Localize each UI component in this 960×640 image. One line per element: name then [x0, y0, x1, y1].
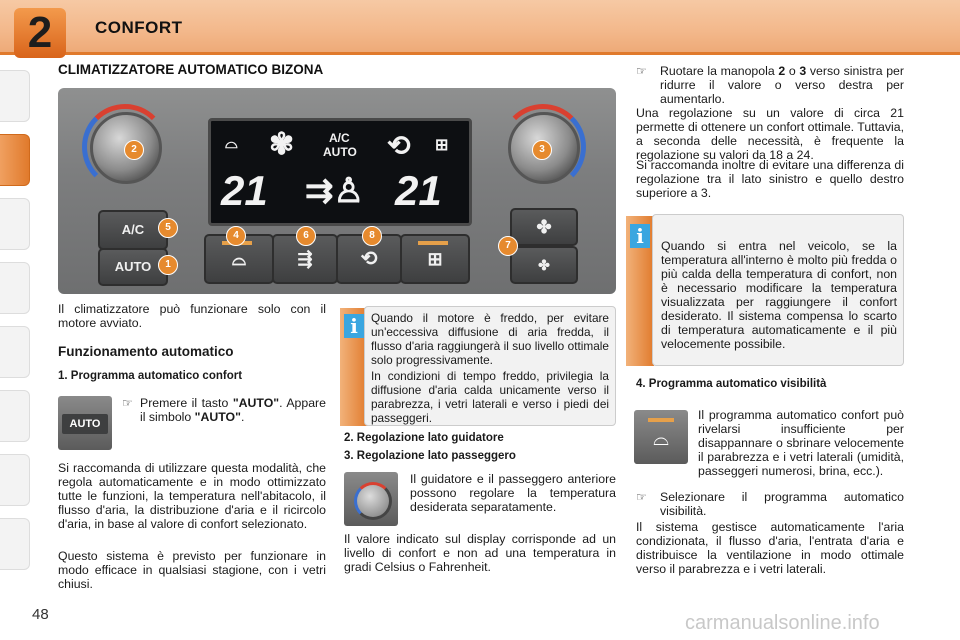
pointing-hand-icon-3: ☞: [636, 490, 647, 504]
auto-thumb-label: AUTO: [62, 414, 108, 434]
system-text: Il sistema gestisce automaticamente l'aria condizionata, il flusso d'aria, l'entrata d'aria e distribuisce la ventilazione in modo ottimale verso il parabrezza e i vetri laterali.: [636, 520, 904, 576]
fan-decrease-button[interactable]: [510, 246, 578, 284]
knob-instruction-text-1: Ruotare la manopola: [660, 64, 779, 78]
knob-instruction-text-2: o: [785, 64, 800, 78]
display-ac: A/C: [329, 131, 350, 145]
climate-display: [208, 118, 472, 226]
visibility-text: Il programma automatico confort può rivelarsi insufficiente per disappannare o sbrinare velocemente il parabrezza e i vetri laterali (umidità, passeggeri numerosi, brina, ecc.).: [698, 408, 904, 478]
fan-small-icon: ✤: [538, 257, 550, 273]
fan-icon: ✾: [269, 128, 295, 161]
rear-defrost-button-icon: ⊞: [427, 249, 443, 269]
auto-instruction-text-1: Premere il tasto: [140, 396, 233, 410]
callout-5: 5: [158, 218, 178, 238]
callout-1: 1: [158, 255, 178, 275]
rear-defrost-led: [418, 241, 448, 245]
header-rule: [0, 52, 960, 55]
info-icon-2: i: [630, 224, 650, 248]
ac-button[interactable]: A/C: [98, 210, 168, 250]
chapter-number: 2: [14, 8, 66, 58]
info-icon: i: [344, 314, 364, 338]
rear-defrost-icon: ⊞: [435, 137, 449, 154]
recirculation-icon: ⟲: [387, 130, 411, 161]
auto-button-image: [58, 396, 112, 450]
heading-1: 1. Programma automatico confort: [58, 370, 243, 382]
difference-text: Si raccomanda inoltre di evitare una differenza di regolazione tra il lato sinistro e quello destro superiore a 3.: [636, 158, 904, 200]
visibility-thumb-icon: ⌓: [653, 428, 669, 450]
chapter-tab-1[interactable]: [0, 70, 30, 122]
knob-thumb-icon: [354, 482, 392, 520]
adjust-text: Il guidatore e il passeggero anteriore possono regolare la temperatura desiderata separatamente.: [410, 472, 616, 514]
auto-instruction-bold-2: "AUTO": [194, 410, 241, 424]
windscreen-icon: ⌓: [225, 135, 238, 152]
auto-instruction: [140, 396, 326, 424]
knob-instruction: [660, 64, 904, 106]
chapter-tab-3[interactable]: [0, 198, 30, 250]
chapter-tab-5[interactable]: [0, 326, 30, 378]
chapter-tabs: [0, 70, 30, 580]
fan-increase-button[interactable]: [510, 208, 578, 246]
fan-large-icon: ✤: [536, 217, 552, 237]
callout-2: 2: [124, 140, 144, 160]
callout-4: 4: [226, 226, 246, 246]
knob-instruction-bold-1: 2: [778, 64, 786, 78]
auto-instruction-bold-1: "AUTO": [232, 396, 280, 410]
entry-info-box: [652, 214, 904, 366]
visibility-instruction: Selezionare il programma automatico visibilità.: [660, 490, 904, 518]
heading-2: 2. Regolazione lato guidatore: [344, 432, 504, 444]
heading-4: 4. Programma automatico visibilità: [636, 378, 827, 390]
auto-instruction-text-2: . Appare il simbolo: [140, 396, 326, 424]
display-value-text: Il valore indicato sul display corrisponde ad un livello di confort e non ad una temperatura in gradi Celsius o Fahrenheit.: [344, 532, 616, 574]
chapter-tab-8[interactable]: [0, 518, 30, 570]
auto-season-note: Questo sistema è previsto per funzionare in modo efficace in qualsiasi stagione, con i vetri chiusi.: [58, 549, 326, 591]
comfort-value-text: Una regolazione su un valore di circa 21 permette di ottenere un confort ottimale. Tuttavia, a seconda delle necessità, è frequente la regolazione su valori da 18 a 24.: [636, 106, 904, 162]
auto-operation-heading: Funzionamento automatico: [58, 344, 234, 359]
display-auto: AUTO: [323, 145, 357, 159]
info-entry-text: Quando si entra nel veicolo, se la temperatura all'interno è molto più fredda o più calda della temperatura di confort, non è necessario modificare la temperatura visualizzata per raggiungere il confort desiderato. Il sistema compensa lo scarto di temperatura automaticamente e il più velocemente possibile.: [661, 239, 897, 351]
temperature-knob-image: [344, 472, 398, 526]
auto-recommendation: Si raccomanda di utilizzare questa modalità, che regola automaticamente e in modo ottimizzato tutte le funzioni, la temperatura nell'abitacolo, il flusso d'aria, la distribuzione d'aria e il ricircolo d'aria, in base al valore di confort selezionato.: [58, 461, 326, 531]
callout-6: 6: [296, 226, 316, 246]
distribution-icon: ⇶: [297, 249, 313, 269]
heading-3: 3. Regolazione lato passeggero: [344, 450, 516, 462]
info-cold-weather: In condizioni di tempo freddo, privilegia la diffusione d'aria calda unicamente verso il parabrezza, i vetri laterali e verso i piedi dei passeggeri.: [371, 369, 609, 425]
callout-3: 3: [532, 140, 552, 160]
chapter-tab-6[interactable]: [0, 390, 30, 442]
callout-7: 7: [498, 236, 518, 256]
pointing-hand-icon-2: ☞: [636, 64, 647, 78]
auto-instruction-text-3: .: [240, 410, 245, 424]
display-temp-right: 21: [395, 167, 442, 214]
knob-instruction-text-3: verso sinistra per ridurre il valore o verso destra per aumentarlo.: [660, 64, 904, 106]
visibility-button-image: [634, 410, 688, 464]
section-title: CLIMATIZZATORE AUTOMATICO BIZONA: [58, 62, 324, 77]
pointing-hand-icon: ☞: [122, 396, 133, 410]
display-temp-left: 21: [221, 167, 268, 214]
chapter-tab-2[interactable]: [0, 134, 30, 186]
page-number: 48: [32, 606, 49, 623]
air-distribution-icon: ⇉♙: [305, 172, 364, 210]
cold-engine-info-box: [364, 306, 616, 426]
chapter-tab-7[interactable]: [0, 454, 30, 506]
chapter-title: CONFORT: [95, 18, 183, 37]
info-cold-engine: Quando il motore è freddo, per evitare un'eccessiva diffusione di aria fredda, il flusso d'aria raggiungerà il suo livello ottimale solo progressivamente.: [371, 311, 609, 367]
visibility-thumb-led: [648, 418, 674, 422]
chapter-tab-4[interactable]: [0, 262, 30, 314]
intro-text: Il climatizzatore può funzionare solo con il motore avviato.: [58, 302, 326, 330]
windscreen-defrost-icon: ⌓: [231, 249, 247, 269]
callout-8: 8: [362, 226, 382, 246]
watermark: carmanualsonline.info: [685, 612, 880, 634]
recirculation-button-icon: ⟲: [360, 248, 378, 270]
knob-instruction-bold-2: 3: [799, 64, 807, 78]
auto-button[interactable]: AUTO: [98, 248, 168, 286]
